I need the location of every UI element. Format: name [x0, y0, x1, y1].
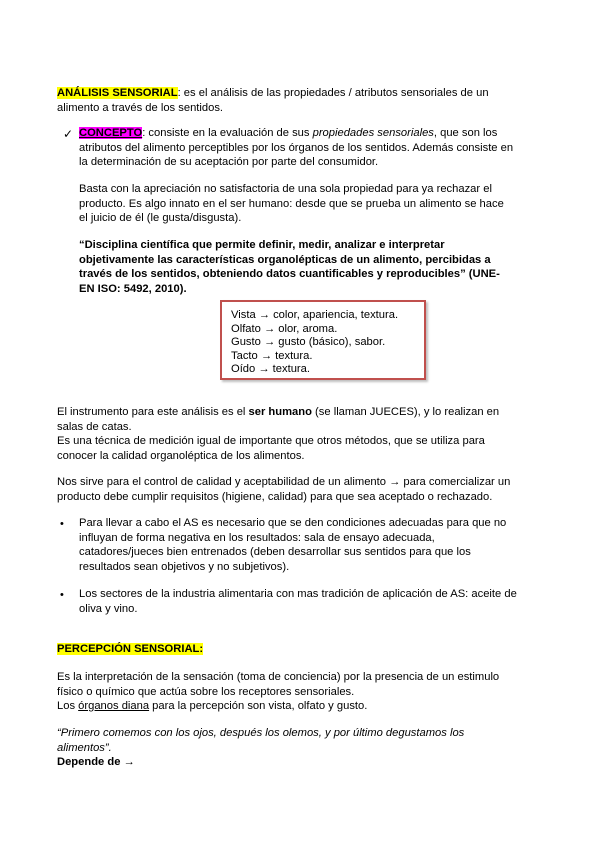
control-paragraph: [57, 475, 547, 504]
instrumento-line-4: conocer la calidad organoléptica de los alimentos.: [57, 449, 305, 462]
control-line-1: Nos sirve para el control de calidad y aceptabilidad de un alimento → para comercializar un: [57, 476, 511, 488]
instrumento-paragraph: [57, 405, 547, 463]
concepto-line-2: atributos del alimento perceptibles por los órganos de los sentidos. Además consiste en: [79, 141, 514, 154]
analisis-heading: ANÁLISIS SENSORIAL: [57, 87, 178, 99]
percepcion-paragraph: [57, 670, 547, 714]
percepcion-line-2: físico o químico que actúa sobre los receptores sensoriales.: [57, 685, 355, 698]
control-line-2: producto debe cumplir requisitos (higiene, calidad) para que sea aceptado o rechazado.: [57, 490, 493, 503]
percepcion-line-1: Es la interpretación de la sensación (toma de conciencia) por la presencia de un estimulo: [57, 671, 500, 683]
bullet-icon: •: [60, 518, 64, 530]
quote-line-2: objetivamente las características organolépticas de un alimento, percibidas a: [79, 253, 491, 266]
percepcion-heading: PERCEPCIÓN SENSORIAL:: [57, 643, 204, 655]
concepto-text-c: , que son los: [433, 127, 498, 139]
instrumento-line-3: Es una técnica de medición igual de importante que otros métodos, que se utiliza para: [57, 435, 485, 447]
concepto-paragraph: [79, 126, 537, 170]
sense-oido: Oído → textura.: [231, 363, 310, 376]
check-icon: ✓: [63, 127, 74, 141]
sense-gusto: Gusto → gusto (básico), sabor.: [231, 336, 386, 349]
basta-paragraph: [79, 182, 537, 226]
percepcion-quote-2: alimentos”.: [57, 741, 112, 754]
percepcion-text-c: para la percepción son vista, olfato y gusto.: [149, 700, 368, 712]
instrumento-text-a: El instrumento para este análisis es el: [57, 406, 249, 418]
quote-line-3: través de los sentidos, obteniendo datos cuantificables y reproducibles” (UNE-: [79, 268, 500, 280]
depende-de: Depende de →: [57, 756, 135, 768]
percepcion-text-a: Los: [57, 700, 79, 712]
quote-line-1: “Disciplina científica que permite definir, medir, analizar e interpretar: [79, 239, 445, 251]
instrumento-text-c: (se llaman JUECES), y lo realizan en: [311, 406, 500, 418]
bullet-item: [79, 516, 537, 574]
quote-line-4: EN ISO: 5492, 2010).: [79, 282, 187, 295]
percepcion-heading-block: [57, 642, 547, 657]
sense-tacto: Tacto → textura.: [231, 349, 313, 362]
bullet1-line-1: Para llevar a cabo el AS es necesario que se den condiciones adecuadas para que no: [79, 517, 507, 529]
basta-line-3: el juicio de él (le gusta/disgusta).: [79, 212, 242, 224]
sense-olfato: Olfato → olor, aroma.: [231, 322, 338, 335]
percepcion-quote-1: “Primero comemos con los ojos, después los olemos, y por último degustamos los: [57, 727, 465, 739]
basta-line-1: Basta con la apreciación no satisfactoria de una sola propiedad para ya rechazar el: [79, 183, 492, 195]
concepto-heading: CONCEPTO: [79, 127, 143, 139]
bullet-item: [79, 587, 537, 616]
instrumento-line-2: salas de catas.: [57, 420, 132, 433]
basta-line-2: producto. Es algo innato en el ser humano: desde que se prueba un alimento se hace: [79, 197, 504, 210]
analisis-text: : es el análisis de las propiedades / atributos sensoriales de un: [177, 87, 489, 99]
bullet-icon: •: [60, 589, 64, 601]
analisis-text-2: alimento a través de los sentidos.: [57, 101, 224, 114]
concepto-text-italic: propiedades sensoriales: [312, 127, 434, 139]
analisis-paragraph: [57, 86, 547, 115]
bullet1-line-2: influyan de forma negativa en los resultados: sala de ensayo adecuada,: [79, 531, 435, 544]
bullet1-line-3: catadores/jueces bien entrenados (deben desarrollar sus sentidos para que los: [79, 546, 471, 558]
senses-box: [220, 300, 426, 380]
concepto-line-3: la determinación de su aceptación por parte del consumidor.: [79, 156, 379, 168]
bullet1-line-4: resultados sean objetivos y no subjetivos).: [79, 560, 290, 573]
ser-humano: ser humano: [248, 406, 312, 418]
percepcion-quote: [57, 726, 547, 770]
bullet2-line-1: Los sectores de la industria alimentaria con mas tradición de aplicación de AS: aceite de: [79, 588, 517, 600]
concepto-text-a: : consiste en la evaluación de sus: [142, 127, 313, 139]
definition-quote: [79, 238, 537, 296]
sense-vista: Vista → color, apariencia, textura.: [231, 309, 399, 321]
organos-diana: órganos diana: [78, 700, 150, 712]
bullet2-line-2: oliva y vino.: [79, 602, 138, 615]
